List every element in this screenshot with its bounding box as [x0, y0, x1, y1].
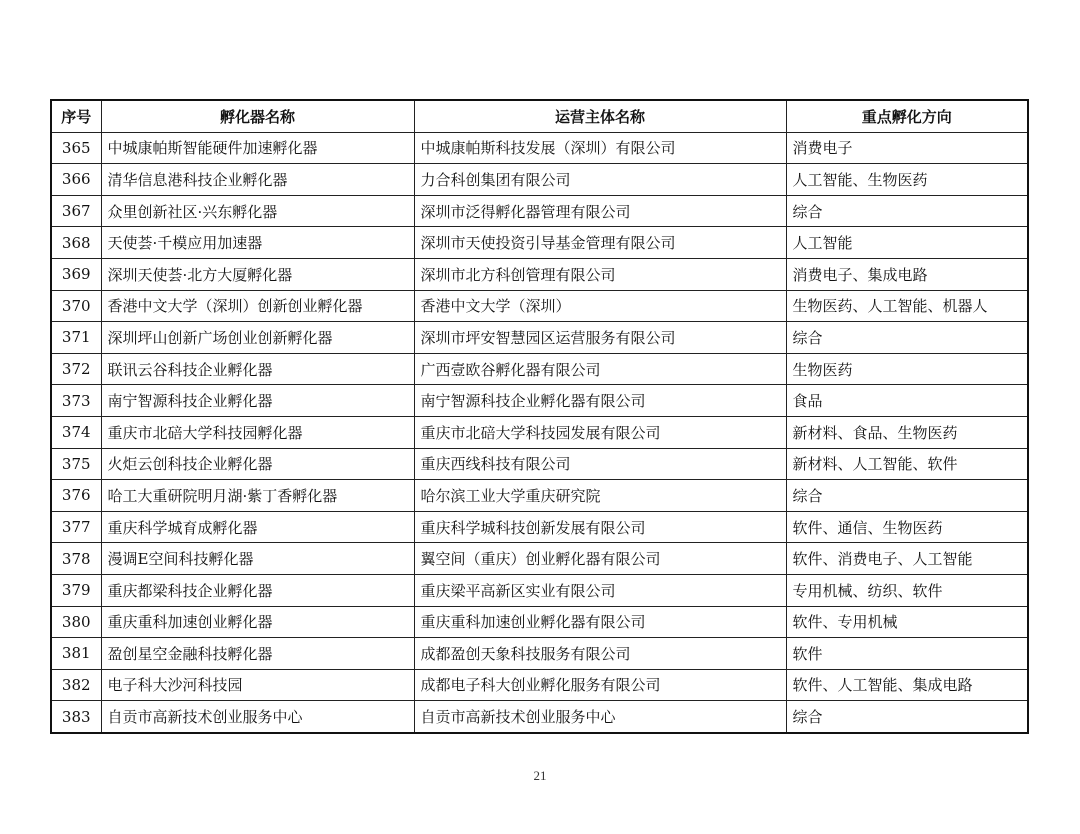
cell-index: 367 [51, 195, 101, 227]
cell-focus-direction: 消费电子 [786, 132, 1028, 164]
table-row [51, 574, 1028, 606]
cell-focus-direction: 生物医药 [786, 353, 1028, 385]
cell-incubator-name: 自贡市高新技术创业服务中心 [101, 701, 414, 733]
cell-incubator-name: 众里创新社区·兴东孵化器 [101, 195, 414, 227]
cell-focus-direction: 消费电子、集成电路 [786, 258, 1028, 290]
cell-operator-name: 重庆科学城科技创新发展有限公司 [414, 511, 786, 543]
cell-incubator-name: 火炬云创科技企业孵化器 [101, 448, 414, 480]
cell-index: 379 [51, 574, 101, 606]
cell-focus-direction: 食品 [786, 385, 1028, 417]
cell-operator-name: 深圳市天使投资引导基金管理有限公司 [414, 227, 786, 259]
cell-incubator-name: 清华信息港科技企业孵化器 [101, 164, 414, 196]
incubator-table-container [50, 99, 1027, 734]
table-row [51, 385, 1028, 417]
cell-focus-direction: 人工智能 [786, 227, 1028, 259]
cell-index: 383 [51, 701, 101, 733]
cell-operator-name: 重庆梁平高新区实业有限公司 [414, 574, 786, 606]
header-operator-name: 运营主体名称 [414, 100, 786, 132]
cell-index: 374 [51, 416, 101, 448]
table-row [51, 353, 1028, 385]
cell-focus-direction: 新材料、食品、生物医药 [786, 416, 1028, 448]
cell-index: 371 [51, 322, 101, 354]
cell-focus-direction: 人工智能、生物医药 [786, 164, 1028, 196]
cell-index: 368 [51, 227, 101, 259]
incubator-table [50, 99, 1029, 734]
table-body [51, 132, 1028, 733]
table-row [51, 480, 1028, 512]
table-row [51, 164, 1028, 196]
cell-incubator-name: 盈创星空金融科技孵化器 [101, 638, 414, 670]
cell-operator-name: 自贡市高新技术创业服务中心 [414, 701, 786, 733]
cell-operator-name: 南宁智源科技企业孵化器有限公司 [414, 385, 786, 417]
cell-incubator-name: 联讯云谷科技企业孵化器 [101, 353, 414, 385]
cell-operator-name: 香港中文大学（深圳） [414, 290, 786, 322]
page-number: 21 [533, 768, 547, 783]
cell-incubator-name: 电子科大沙河科技园 [101, 669, 414, 701]
cell-index: 375 [51, 448, 101, 480]
cell-operator-name: 哈尔滨工业大学重庆研究院 [414, 480, 786, 512]
table-row [51, 290, 1028, 322]
cell-incubator-name: 哈工大重研院明月湖·紫丁香孵化器 [101, 480, 414, 512]
cell-focus-direction: 综合 [786, 322, 1028, 354]
cell-operator-name: 深圳市泛得孵化器管理有限公司 [414, 195, 786, 227]
cell-index: 378 [51, 543, 101, 575]
cell-focus-direction: 软件、消费电子、人工智能 [786, 543, 1028, 575]
cell-incubator-name: 香港中文大学（深圳）创新创业孵化器 [101, 290, 414, 322]
table-row [51, 511, 1028, 543]
cell-operator-name: 深圳市坪安智慧园区运营服务有限公司 [414, 322, 786, 354]
cell-incubator-name: 重庆市北碚大学科技园孵化器 [101, 416, 414, 448]
table-header-row [51, 100, 1028, 132]
cell-focus-direction: 软件 [786, 638, 1028, 670]
cell-incubator-name: 漫调E空间科技孵化器 [101, 543, 414, 575]
cell-index: 369 [51, 258, 101, 290]
cell-focus-direction: 新材料、人工智能、软件 [786, 448, 1028, 480]
cell-incubator-name: 南宁智源科技企业孵化器 [101, 385, 414, 417]
cell-index: 382 [51, 669, 101, 701]
table-row [51, 322, 1028, 354]
table-row [51, 669, 1028, 701]
cell-focus-direction: 综合 [786, 195, 1028, 227]
cell-operator-name: 深圳市北方科创管理有限公司 [414, 258, 786, 290]
cell-index: 370 [51, 290, 101, 322]
cell-focus-direction: 生物医药、人工智能、机器人 [786, 290, 1028, 322]
table-row [51, 416, 1028, 448]
cell-focus-direction: 软件、人工智能、集成电路 [786, 669, 1028, 701]
table-row [51, 543, 1028, 575]
header-focus-direction: 重点孵化方向 [786, 100, 1028, 132]
table-row [51, 701, 1028, 733]
table-row [51, 606, 1028, 638]
cell-incubator-name: 天使荟·千模应用加速器 [101, 227, 414, 259]
header-incubator-name: 孵化器名称 [101, 100, 414, 132]
table-row [51, 448, 1028, 480]
cell-focus-direction: 软件、通信、生物医药 [786, 511, 1028, 543]
table-row [51, 227, 1028, 259]
cell-index: 380 [51, 606, 101, 638]
cell-incubator-name: 深圳天使荟·北方大厦孵化器 [101, 258, 414, 290]
cell-operator-name: 重庆重科加速创业孵化器有限公司 [414, 606, 786, 638]
cell-index: 377 [51, 511, 101, 543]
cell-index: 376 [51, 480, 101, 512]
cell-focus-direction: 软件、专用机械 [786, 606, 1028, 638]
cell-index: 365 [51, 132, 101, 164]
cell-index: 381 [51, 638, 101, 670]
cell-incubator-name: 重庆科学城育成孵化器 [101, 511, 414, 543]
cell-operator-name: 成都盈创天象科技服务有限公司 [414, 638, 786, 670]
cell-incubator-name: 重庆都梁科技企业孵化器 [101, 574, 414, 606]
cell-operator-name: 中城康帕斯科技发展（深圳）有限公司 [414, 132, 786, 164]
cell-focus-direction: 综合 [786, 480, 1028, 512]
cell-operator-name: 广西壹欧谷孵化器有限公司 [414, 353, 786, 385]
table-row [51, 258, 1028, 290]
table-row [51, 195, 1028, 227]
cell-incubator-name: 深圳坪山创新广场创业创新孵化器 [101, 322, 414, 354]
cell-operator-name: 力合科创集团有限公司 [414, 164, 786, 196]
cell-operator-name: 重庆市北碚大学科技园发展有限公司 [414, 416, 786, 448]
cell-index: 366 [51, 164, 101, 196]
cell-index: 373 [51, 385, 101, 417]
table-row [51, 132, 1028, 164]
cell-incubator-name: 重庆重科加速创业孵化器 [101, 606, 414, 638]
cell-operator-name: 重庆西线科技有限公司 [414, 448, 786, 480]
cell-focus-direction: 专用机械、纺织、软件 [786, 574, 1028, 606]
cell-focus-direction: 综合 [786, 701, 1028, 733]
table-row [51, 638, 1028, 670]
header-index: 序号 [51, 100, 101, 132]
cell-operator-name: 成都电子科大创业孵化服务有限公司 [414, 669, 786, 701]
cell-incubator-name: 中城康帕斯智能硬件加速孵化器 [101, 132, 414, 164]
cell-index: 372 [51, 353, 101, 385]
cell-operator-name: 翼空间（重庆）创业孵化器有限公司 [414, 543, 786, 575]
